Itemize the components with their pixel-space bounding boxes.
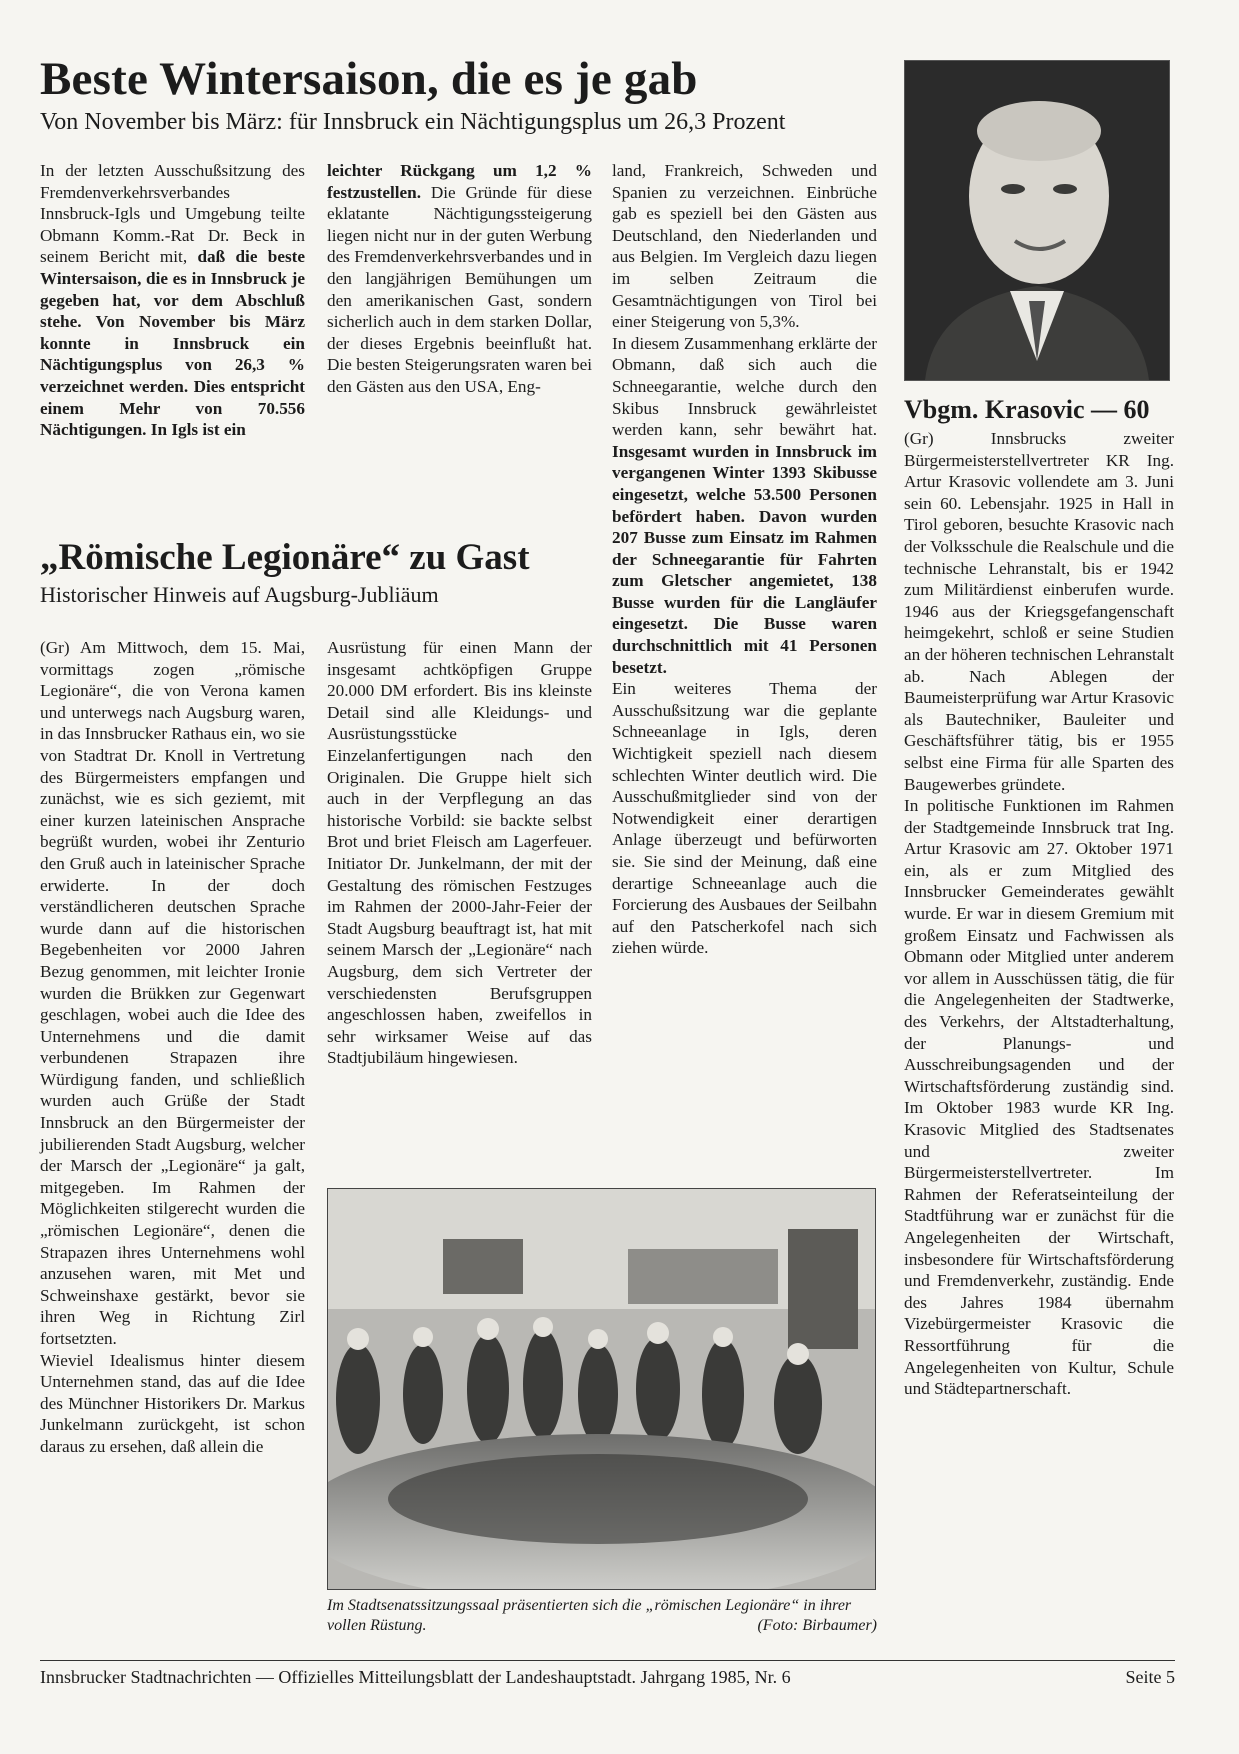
- krasovic-portrait-image: [905, 61, 1169, 380]
- article2-headline: „Römische Legionäre“ zu Gast: [40, 537, 530, 578]
- legionaries-photo-image: [328, 1189, 875, 1589]
- article1-column-3: [612, 160, 877, 959]
- footer-divider: [40, 1660, 1175, 1661]
- article2-col1-paragraph: (Gr) Am Mittwoch, dem 15. Mai, vormittags zogen „römische Legionäre“, die von Verona kamen und unterwegs nach Augsburg waren, in das Innsbrucker Rathaus ein, wo sie von Stadtrat Dr. Knoll in Vertretung des Bürgermeisters empfangen und zunächst, wie es sich geziemt, mit einer kurzen lateinischen Ansprache begrüßt wurden, wobei ihr Zenturio den Gruß auch in lateinischer Sprache erwiderte. In der doch verständlicheren deutschen Sprache wurde dann auf die historischen Begebenheiten vor 2000 Jahren Bezug genommen, mit leichter Ironie wurden die Brükken zur Gegenwart geschlagen, wobei auch die Idee des Unternehmens und die damit verbundenen Strapazen ihre Würdigung fanden, und schließlich wurden auch Grüße der Stadt Innsbruck an den Bürgermeister der jubilierenden Stadt Augsburg, welcher der Marsch der „Legionäre“ ja galt, mitgegeben. Im Rahmen der Möglichkeiten stilgerecht wurden die „römischen Legionäre“, denen die Strapazen ihres Unternehmens wohl anzusehen waren, mit Met und Schweinshaxe gestärkt, bevor sie ihren Weg in Richtung Zirl fortsetzten.: [40, 638, 305, 1348]
- article1-col1-text: In der letzten Ausschußsitzung des Fremdenverkehrsverbandes Innsbruck-Igls und Umgebung teilte Obmann Komm.-Rat Dr. Beck in seinem Bericht mit,: [40, 161, 305, 267]
- article1-headline: Beste Wintersaison, die es je gab: [40, 53, 698, 105]
- article2-column-2: [327, 637, 592, 1069]
- page-number: Seite 5: [1125, 1667, 1175, 1687]
- article1-col2-text: Die Gründe für diese eklatante Nächtigungssteigerung liegen nicht nur in der guten Werbung des Fremdenverkehrsverbandes und in den langjährigen Bemühungen um den amerikanischen Gast, sondern sicherlich auch in dem starken Dollar, der dieses Ergebnis beeinflußt hat. Die besten Steigerungsraten waren bei den Gästen aus den USA, Eng-: [327, 182, 592, 396]
- article1-column-2: [327, 160, 592, 398]
- article3-paragraph: (Gr) Innsbrucks zweiter Bürgermeisterstellvertreter KR Ing. Artur Krasovic vollendete am 3. Juni sein 60. Lebensjahr. 1925 in Hall in Tirol geboren, besuchte Krasovic nach der Volksschule die Realschule und die technische Lehranstalt, bis er 1942 zum Militärdienst einberufen wurde. 1946 aus der Kriegsgefangenschaft heimgekehrt, schloß er seine Studien an der höheren technischen Lehranstalt ab. Nach Ablegen der Baumeisterprüfung war Artur Krasovic als Bautechniker, Bauleiter und Geschäftsführer tätig, bis er 1955 selbst eine Firma für alle Sparten des Baugewerbes gründete.: [904, 429, 1174, 794]
- legionaries-photo: [327, 1188, 876, 1590]
- article1-col3-p2-bold-text: Insgesamt wurden in Innsbruck im vergangenen Winter 1393 Skibusse eingesetzt, welche 53.500 Personen befördert haben. Davon wurden 207 Busse zum Einsatz im Rahmen der Schneegarantie für Fahrten zum Gletscher angemietet, 138 Busse wurden für die Langläufer eingesetzt. Die Busse waren durchschnittlich mit 41 Personen besetzt.: [612, 441, 877, 677]
- article3-headline: Vbgm. Krasovic — 60: [904, 395, 1150, 424]
- article2-col2-paragraph: Ausrüstung für einen Mann der insgesamt achtköpfigen Gruppe 20.000 DM erfordert. Bis ins kleinste Detail sind alle Kleidungs- und Ausrüstungsstücke Einzelanfertigungen nach den Originalen. Die Gruppe hielt sich auch in der Verpflegung an das historische Vorbild: sie backte selbst Brot und briet Fleisch am Lagerfeuer. Initiator Dr. Junkelmann, der mit der Gestaltung des römischen Festzuges im Rahmen der 2000-Jahr-Feier der Stadt Augsburg beauftragt ist, hat mit seinem Marsch der „Legionäre“ nach Augsburg, dem sich Vertreter der verschiedensten Berufsgruppen angeschlossen haben, zweifellos in sehr wirksamer Weise auf das Stadtjubiläum hingewiesen.: [327, 638, 592, 1068]
- article1-col3-p1-text: land, Frankreich, Schweden und Spanien zu verzeichnen. Einbrüche gab es speziell bei den Gästen aus Deutschland, den Niederlanden und aus Belgien. Im Vergleich dazu liegen im selben Zeitraum die Gesamtnächtigungen von Tirol bei einer Steigerung von 5,3%.: [612, 161, 877, 332]
- article1-col3-p2-text: In diesem Zusammenhang erklärte der Obmann, daß sich auch die Schneegarantie, welche durch den Skibus Innsbruck gewährleistet werden kann, sehr bewährt hat.: [612, 333, 877, 440]
- article3-paragraph: In politische Funktionen im Rahmen der Stadtgemeinde Innsbruck trat Ing. Artur Krasovic am 27. Oktober 1971 ein, als er zum Mitglied des Innsbrucker Gemeinderates gewählt wurde. Er war in diesem Gremium mit großem Einsatz und Fachwissen als Obmann oder Mitglied unter anderem vor allem in Ausschüssen tätig, die für die Angelegenheiten der Stadtwerke, des Verkehrs, der Altstadterhaltung, der Planungs- und Ausschreibungsagenden und der Wirtschaftsförderung zuständig sind. Im Oktober 1983 wurde KR Ing. Krasovic Mitglied des Stadtsenates und zweiter Bürgermeisterstellvertreter. Im Rahmen der Referatseinteilung der Stadtführung war er zunächst für die Angelegenheiten der Wirtschaft, insbesondere für Wirtschaftsförderung und Fremdenverkehr, zuständig. Ende des Jahres 1984 übernahm Vizebürgermeister Krasovic die Ressortführung für die Angelegenheiten von Kultur, Schule und Städtepartnerschaft.: [904, 796, 1174, 1399]
- photo-credit: (Foto: Birbaumer): [757, 1617, 877, 1634]
- article1-col3-paragraph: [612, 678, 877, 959]
- article2-subheadline: Historischer Hinweis auf Augsburg-Jubliäum: [40, 582, 439, 607]
- footer-publication: Innsbrucker Stadtnachrichten — Offizielles Mitteilungsblatt der Landeshauptstadt. Jahrgang 1985, Nr. 6: [40, 1667, 791, 1687]
- article1-col2-bold-text: leichter Rückgang um 1,2 % festzustellen.: [327, 161, 592, 202]
- article1-col3-paragraph: [612, 333, 877, 679]
- article2-col1-paragraph: Wieviel Idealismus hinter diesem Unternehmen stand, das auf die Idee des Münchner Historikers Dr. Markus Junkelmann zurückgeht, ist schon daraus zu ersehen, daß allein die: [40, 1350, 305, 1456]
- article3-column: [904, 428, 1174, 1400]
- article1-column-1: [40, 160, 305, 441]
- photo-caption-text: Im Stadtsenatssitzungssaal präsentierten sich die „römischen Legionäre“ in ihrer vollen Rüstung.: [327, 1597, 852, 1634]
- article2-column-1: [40, 637, 305, 1458]
- krasovic-portrait-photo: [904, 60, 1170, 381]
- page-footer: [40, 1666, 1175, 1688]
- photo-caption: [327, 1596, 877, 1636]
- article1-col1-bold-text: daß die beste Wintersaison, die es in Innsbruck je gegeben hat, vor dem Abschluß stehe. Von November bis März konnte in Innsbruck ein Nächtigungsplus von 26,3 % verzeichnet werden. Dies entspricht einem Mehr von 70.556 Nächtigungen. In Igls ist ein: [40, 247, 305, 440]
- article1-col3-p3-text: Ein weiteres Thema der Ausschußsitzung war die geplante Schneeanlage in Igls, deren Wichtigkeit speziell nach diesem schlechten Winter deutlich wird. Die Ausschußmitglieder sind von der Notwendigkeit einer derartigen Anlage überzeugt und befürworten sie. Sie sind der Meinung, daß eine derartige Schneeanlage auch die Forcierung des Ausbaues der Seilbahn auf den Patscherkofel nach sich ziehen würde.: [612, 679, 877, 958]
- article1-col3-paragraph: [612, 160, 877, 333]
- article1-subheadline: Von November bis März: für Innsbruck ein Nächtigungsplus um 26,3 Prozent: [40, 109, 786, 135]
